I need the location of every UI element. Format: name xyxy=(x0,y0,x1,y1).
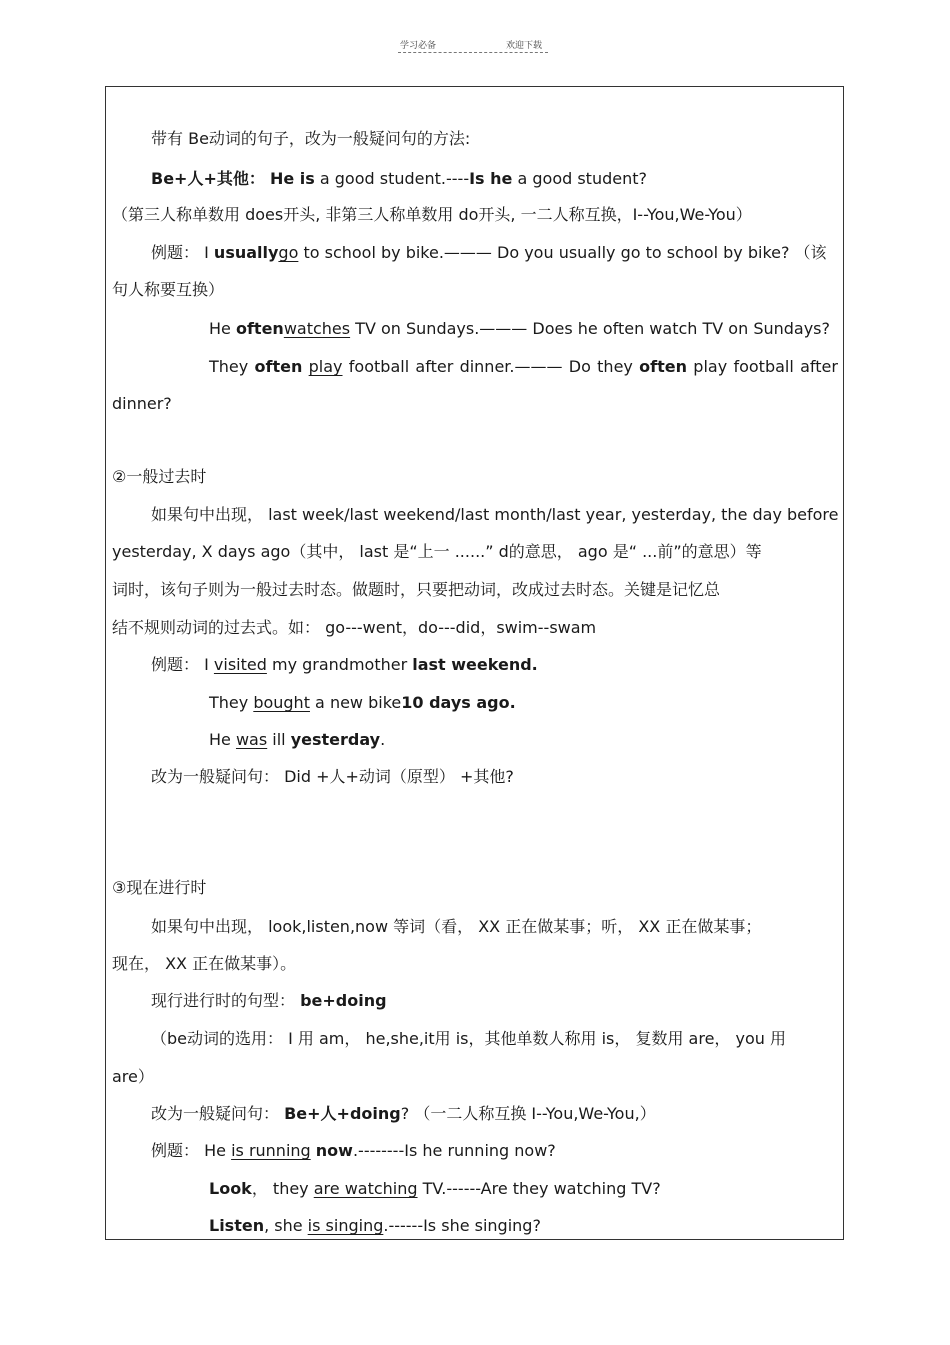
progressive-be-choice-cont: are） xyxy=(112,1067,154,1086)
progressive-para-1: 如果句中出现， look,listen,now 等词（看， XX 正在做某事；听， XX 正在做某事； xyxy=(151,917,762,936)
past-para-2: yesterday, X days ago（其中， last 是“上一 ......” d的意思， ago 是“ ...前”的意思）等 xyxy=(112,542,762,561)
past-title: ②一般过去时 xyxy=(112,467,207,486)
be-example-1: 例题： I usuallygo to school by bike.——— Do you usually go to school by bike? （该 xyxy=(151,243,827,262)
past-question: 改为一般疑问句： Did +人+动词（原型） +其他? xyxy=(151,767,514,786)
be-note-line: （第三人称单数用 does开头, 非第三人称单数用 do开头, 一二人称互换，I--You,We-You） xyxy=(112,205,752,224)
progressive-example-1: 例题： He is running now.--------Is he running now? xyxy=(151,1141,556,1160)
page-header xyxy=(398,38,550,54)
past-para-1: 如果句中出现， last week/last weekend/last month/last year, yesterday, the day before xyxy=(151,505,839,524)
past-para-4: 结不规则动词的过去式。如： go---went，do---did，swim--swam xyxy=(112,618,597,637)
be-example-2: He oftenwatches TV on Sundays.——— Does he often watch TV on Sundays? xyxy=(209,319,831,338)
be-example-3-cont: dinner? xyxy=(112,394,172,413)
progressive-para-2: 现在， XX 正在做某事）。 xyxy=(112,954,297,973)
past-example-3: He was ill yesterday. xyxy=(209,730,386,749)
progressive-question: 改为一般疑问句： Be+人+doing? （一二人称互换 I--You,We-You,） xyxy=(151,1104,656,1123)
be-example-3: They often play football after dinner.——— Do they often play football after xyxy=(209,357,838,376)
header-left-text: 学习必备 xyxy=(400,41,437,51)
progressive-example-2: Look， they are watching TV.------Are they watching TV? xyxy=(209,1179,661,1198)
be-example-1-cont: 句人称要互换） xyxy=(112,280,225,299)
progressive-pattern: 现行进行时的句型： be+doing xyxy=(151,991,387,1010)
header-rule xyxy=(398,52,548,53)
header-right-text: 欢迎下载 xyxy=(506,41,543,51)
past-para-3: 词时，该句子则为一般过去时态。做题时，只要把动词，改成过去时态。关键是记忆总 xyxy=(112,580,721,599)
past-example-1: 例题： I visited my grandmother last weekend. xyxy=(151,655,538,674)
be-heading: 带有 Be动词的句子，改为一般疑问句的方法: xyxy=(151,129,471,148)
progressive-title: ③现在进行时 xyxy=(112,878,207,897)
progressive-be-choice: （be动词的选用： I 用 am， he,she,it用 is，其他单数人称用 is， 复数用 are， you 用 xyxy=(151,1029,787,1048)
progressive-example-3: Listen, she is singing.------Is she singing? xyxy=(209,1216,541,1235)
be-rule-line: Be+人+其他： He is a good student.----Is he a good student? xyxy=(151,169,647,188)
past-example-2: They bought a new bike10 days ago. xyxy=(209,693,516,712)
